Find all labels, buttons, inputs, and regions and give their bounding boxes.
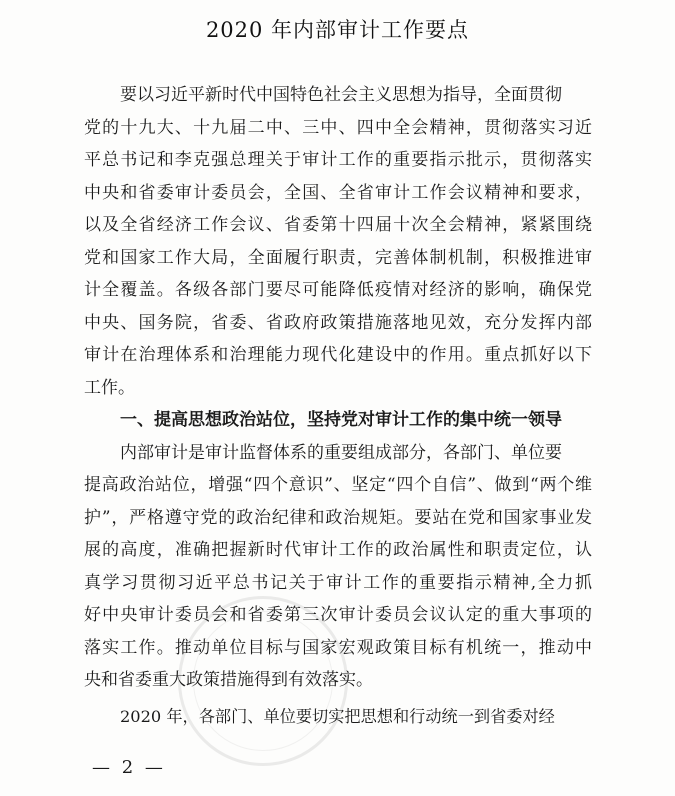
document-title: 2020 年内部审计工作要点 bbox=[205, 18, 470, 42]
paragraph-1-line-2: 党的十九大、十九届二中、三中、四中全会精神，贯彻落实习近 bbox=[84, 117, 592, 138]
paragraph-1-line-4: 中央和省委审计委员会，全国、全省审计工作会议精神和要求， bbox=[84, 182, 592, 203]
paragraph-2-line-6: 好中央审计委员会和省委第三次审计委员会议认定的重大事项的 bbox=[84, 605, 592, 625]
paragraph-1-line-7: 计全覆盖。各级各部门要尽可能降低疫情对经济的影响，确保党 bbox=[84, 280, 592, 300]
paragraph-2-line-7: 落实工作。推动单位目标与国家宏观政策目标有机统一，推动中 bbox=[84, 637, 592, 658]
document-body bbox=[84, 79, 592, 733]
paragraph-2-line-1: 内部审计是审计监督体系的重要组成部分，各部门、单位要 bbox=[120, 442, 562, 463]
paragraph-2-line-3: 护”，严格遵守党的政治纪律和政治规矩。要站在党和国家事业发 bbox=[84, 507, 592, 528]
paragraph-1-line-6: 党和国家工作大局，全面履行职责，完善体制机制，积极推进审 bbox=[84, 247, 592, 268]
paragraph-1-line-8: 中央、国务院，省委、省政府政策措施落地见效，充分发挥内部 bbox=[84, 312, 592, 333]
paragraph-2-line-8: 央和省委重大政策措施得到有效落实。 bbox=[84, 670, 373, 690]
paragraph-1-line-1: 要以习近平新时代中国特色社会主义思想为指导，全面贯彻 bbox=[120, 85, 562, 105]
paragraph-1-line-3: 平总书记和李克强总理关于审计工作的重要指示批示，贯彻落实 bbox=[84, 150, 592, 170]
page-number: — 2 — bbox=[92, 757, 166, 778]
paragraph-2-line-5: 真学习贯彻习近平总书记关于审计工作的重要指示精神,全力抓 bbox=[84, 572, 592, 593]
paragraph-1-line-10: 工作。 bbox=[84, 377, 135, 398]
paragraph-2-line-4: 展的高度，准确把握新时代审计工作的政治属性和职责定位，认 bbox=[84, 540, 592, 560]
paragraph-3-line-1: 2020 年，各部门、单位要切实把思想和行动统一到省委对经 bbox=[120, 706, 555, 726]
section-heading-1: 一、提高思想政治站位，坚持党对审计工作的集中统一领导 bbox=[120, 410, 562, 430]
paragraph-2-line-2: 提高政治站位，增强“四个意识”、坚定“四个自信”、做到“两个维 bbox=[84, 475, 592, 495]
paragraph-1-line-9: 审计在治理体系和治理能力现代化建设中的作用。重点抓好以下 bbox=[84, 345, 592, 365]
paragraph-1-line-5: 以及全省经济工作会议、省委第十四届十次全会精神，紧紧围绕 bbox=[84, 215, 592, 235]
